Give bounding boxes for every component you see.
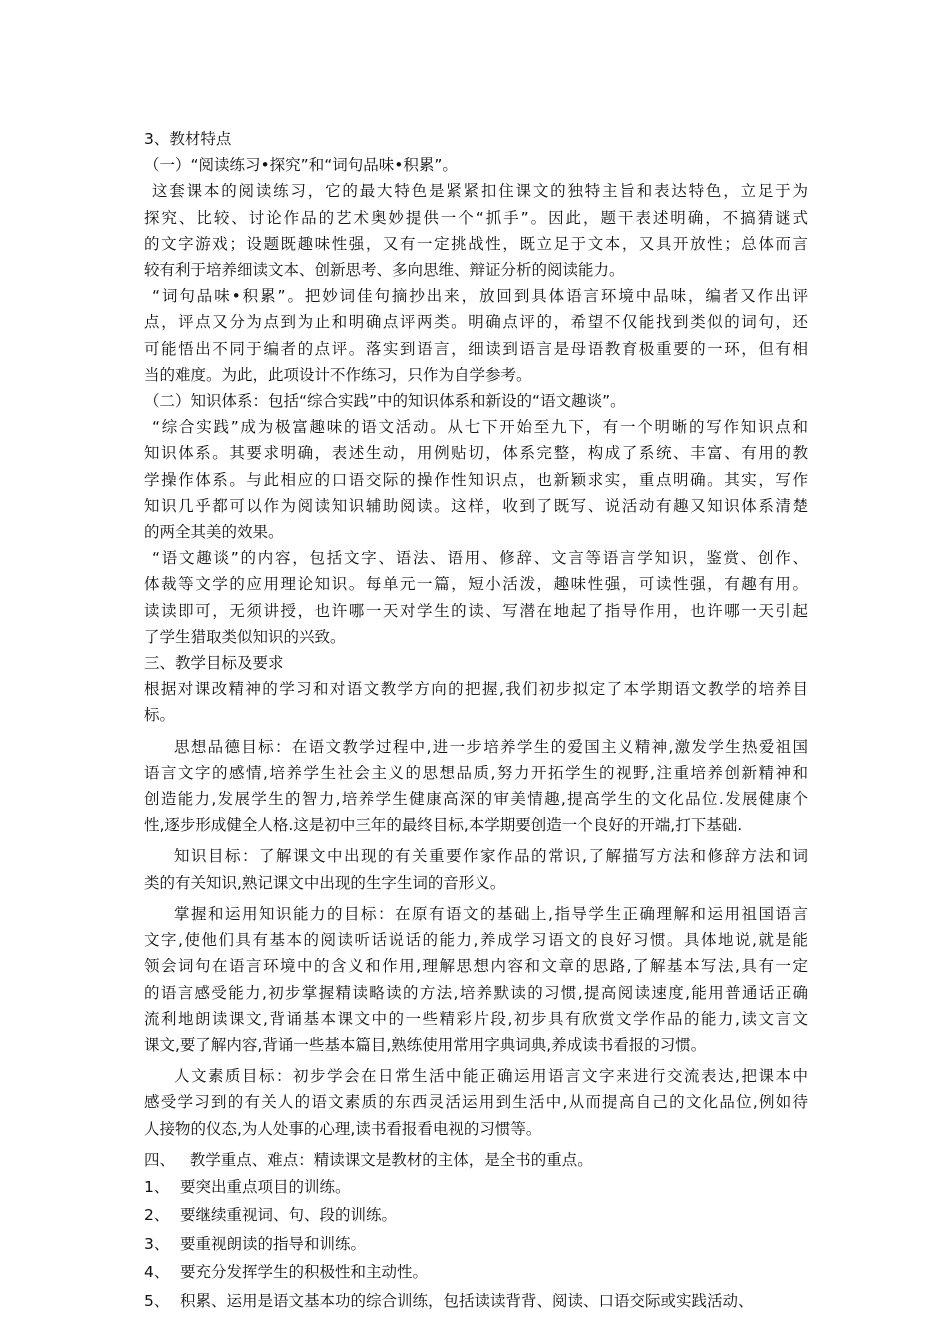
- text-line: 掌握和运用知识能力的目标：在原有语文的基础上,指导学生正确理解和运用祖国语言: [174, 904, 808, 923]
- text-line: 这套课本的阅读练习，它的最大特色是紧紧扣住课文的独特主旨和表达特色，立足于为: [152, 182, 808, 201]
- text-line: 探究、比较、讨论作品的艺术奥妙提供一个“抓手”。因此，题干表述明确，不搞猜谜式: [144, 208, 808, 227]
- paragraph-word-savoring: [144, 283, 808, 388]
- text-line: 根据对课改精神的学习和对语文教学方向的把握,我们初步拟定了本学期语文教学的培养目: [144, 680, 808, 699]
- list-text: 要重视朗读的指导和训练。: [180, 1234, 367, 1253]
- paragraph-humanities-goals: [144, 1063, 808, 1142]
- text-line: 类的有关知识,熟记课文中出现的生字生词的音形义。: [144, 873, 506, 892]
- text-line: 性,逐步形成健全人格.这是初中三年的最终目标,本学期要创造一个良好的开端,打下基础.: [144, 816, 743, 835]
- text-line: 较有利于培养细读文本、创新思考、多向思维、辩证分析的阅读能力。: [144, 261, 625, 280]
- text-line: 领会词句在语言环境中的含义和作用,理解思想内容和文章的思路,了解基本写法,具有一定: [144, 957, 808, 976]
- paragraph-goals-intro: [144, 676, 808, 728]
- text-line: 的文字游戏；设题既趣味性强，又有一定挑战性，既立足于文本，又具开放性；总体而言: [144, 234, 808, 253]
- paragraph-moral-goals: [144, 734, 808, 839]
- list-text: 要突出重点项目的训练。: [180, 1177, 351, 1196]
- list-text: 要继续重视词、句、段的训练。: [180, 1206, 398, 1225]
- text-line: 思想品德目标：在语文教学过程中,进一步培养学生的爱国主义精神,激发学生热爱祖国: [174, 737, 808, 756]
- list-number: 1、: [144, 1177, 170, 1196]
- section-heading-teaching-features: 3、教材特点: [144, 130, 232, 148]
- text-line: 课文,要了解内容,背诵一些基本篇目,熟练使用常用字典词典,养成读书看报的习惯。: [144, 1035, 707, 1054]
- paragraph-chinese-talks: [144, 545, 808, 650]
- paragraph-ability-goals: [144, 901, 808, 1058]
- text-line: 知识目标：了解课文中出现的有关重要作家作品的常识,了解描写方法和修辞方法和词: [174, 847, 808, 866]
- list-text: 要充分发挥学生的积极性和主动性。: [180, 1263, 429, 1282]
- list-item: [144, 1258, 808, 1287]
- text-line: 的语言感受能力,初步掌握精读略读的方法,培养默读的习惯,提高阅读速度,能用普通话正确: [144, 983, 808, 1002]
- text-line: 人接物的仪态,为人处事的心理,读书看报看电视的习惯等。: [144, 1119, 542, 1138]
- text-line: 体裁等文学的应用理论知识。每单元一篇，短小活泼，趣味性强，可读性强，有趣有用。: [144, 575, 808, 594]
- text-line: 当的难度。为此，此项设计不作练习，只作为自学参考。: [144, 365, 532, 384]
- section-heading-key-points: 四、 教学重点、难点：精读课文是教材的主体，是全书的重点。: [144, 1150, 593, 1169]
- paragraph-reading-exercises: [144, 178, 808, 283]
- text-line: “词句品味•积累”。把妙词佳句摘抄出来，放回到具体语言环境中品味，编者又作出评: [152, 287, 808, 306]
- text-line: 语言文字的感情,培养学生社会主义的思想品质,努力开拓学生的视野,注重培养创新精神和: [144, 763, 808, 782]
- text-line: 可能悟出不同于编者的点评。落实到语言，细读到语言是母语教育极重要的一环，但有相: [144, 339, 808, 358]
- text-line: 点，评点又分为点到为止和明确点评两类。明确点评的，希望不仅能找到类似的词句，还: [144, 313, 808, 332]
- subheading-knowledge-system: （二）知识体系：包括“综合实践”中的知识体系和新设的“语文趣谈”。: [144, 392, 626, 411]
- document-page: [144, 126, 808, 1315]
- text-line: 的两全其美的效果。: [144, 523, 284, 542]
- text-line: “语文趣谈”的内容，包括文字、语法、语用、修辞、文言等语言学知识，鉴赏、创作、: [152, 549, 808, 568]
- list-number: 2、: [144, 1206, 170, 1225]
- text-line: 文字,使他们具有基本的阅读听话说话的能力,养成学习语文的良好习惯。具体地说,就是能: [144, 931, 808, 950]
- paragraph-knowledge-goals: [144, 843, 808, 895]
- text-line: 学操作体系。与此相应的口语交际的操作性知识点，也新颖求实，重点明确。其实，写作: [144, 470, 808, 489]
- list-number: 3、: [144, 1234, 170, 1253]
- section-heading-teaching-goals: 三、教学目标及要求: [144, 654, 284, 673]
- list-item: [144, 1230, 808, 1259]
- text-line: 创造能力,发展学生的智力,培养学生健康高深的审美情趣,提高学生的文化品位.发展健康个: [144, 790, 808, 809]
- text-line: 读读即可，无须讲授，也许哪一天对学生的读、写潜在地起了指导作用，也许哪一天引起: [144, 601, 808, 620]
- list-item: [144, 1287, 808, 1316]
- list-number: 4、: [144, 1263, 170, 1282]
- list-item: [144, 1173, 808, 1202]
- text-line: 流利地朗读课文,背诵基本课文中的一些精彩片段,初步具有欣赏文学作品的能力,读文言文: [144, 1009, 808, 1028]
- list-text: 积累、运用是语文基本功的综合训练，包括读读背背、阅读、口语交际或实践活动、: [180, 1291, 754, 1310]
- key-points-list: [144, 1173, 808, 1316]
- text-line: “综合实践”成为极富趣味的语文活动。从七下开始至九下，有一个明晰的写作知识点和: [152, 418, 808, 437]
- text-line: 感受学习到的有关人的语文素质的东西灵活运用到生活中,从而提高自己的文化品位,例如待: [144, 1093, 808, 1112]
- list-item: [144, 1201, 808, 1230]
- text-line: 知识几乎都可以作为阅读知识辅助阅读。这样，收到了既写、说活动有趣又知识体系清楚: [144, 496, 808, 515]
- text-line: 人文素质目标：初步学会在日常生活中能正确运用语言文字来进行交流表达,把课本中: [174, 1067, 808, 1086]
- paragraph-comprehensive-practice: [144, 414, 808, 545]
- text-line: 了学生猎取类似知识的兴致。: [144, 627, 346, 646]
- text-line: 知识体系。其要求明确，表述生动，用例贴切，体系完整，构成了系统、丰富、有用的教: [144, 444, 808, 463]
- text-line: 标。: [144, 706, 176, 725]
- list-number: 5、: [144, 1291, 170, 1310]
- subheading-reading-practice: （一）“阅读练习•探究”和“词句品味•积累”。: [144, 156, 458, 175]
